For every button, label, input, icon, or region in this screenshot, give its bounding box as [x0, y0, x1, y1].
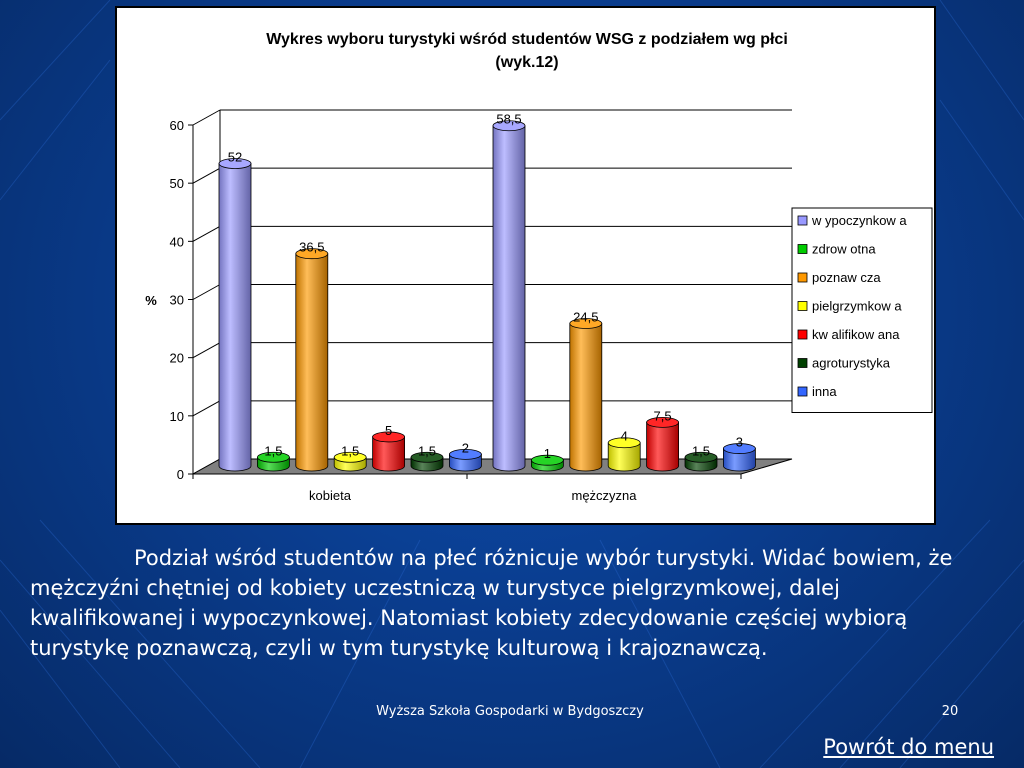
- chart-subtitle: (wyk.12): [495, 54, 559, 71]
- y-tick-label: 20: [169, 350, 184, 366]
- bar-chart: [117, 8, 934, 523]
- page-number: 20: [941, 704, 959, 719]
- bar-body: [219, 164, 251, 471]
- bar-body: [647, 422, 679, 471]
- y-tick-label: 10: [169, 408, 184, 424]
- bar-body: [296, 254, 328, 471]
- gridline-diagonal: [193, 343, 220, 358]
- y-tick-label: 50: [169, 176, 184, 192]
- y-tick-label: 30: [169, 292, 184, 308]
- legend-swatch: [798, 216, 807, 225]
- chart-title: Wykres wyboru turystyki wśród studentów WSG z podziałem wg płci: [266, 31, 788, 48]
- legend-swatch: [798, 245, 807, 254]
- legend-swatch: [798, 387, 807, 396]
- legend-label: zdrow otna: [812, 241, 876, 257]
- data-label: 58,5: [496, 111, 522, 127]
- legend-label: kw alifikow ana: [812, 327, 900, 342]
- description-paragraph: Podział wśród studentów na płeć różnicuje wybór turystyki. Widać bowiem, że mężczyźni chętniej od kobiety uczestniczą w turystyce pielgrzymkowej, dalej kwalifikowanej i wypoczynkowej. Natomiast kobiety zdecydowanie częściej wybiorą turystykę poznawczą, czyli w tym turystykę kulturową i krajoznawczą.: [30, 546, 953, 660]
- x-tick-label: kobieta: [309, 488, 351, 503]
- gridline-diagonal: [193, 401, 220, 416]
- y-axis-label: %: [145, 293, 157, 308]
- data-label: 2: [461, 440, 470, 456]
- legend-label: agroturystyka: [812, 355, 891, 371]
- data-label: 1,5: [417, 443, 437, 459]
- data-label: 7,5: [653, 408, 672, 424]
- data-label: 4: [620, 428, 628, 444]
- legend-swatch: [798, 359, 807, 368]
- gridline-diagonal: [193, 226, 220, 241]
- bar: [570, 318, 602, 471]
- data-label: 52: [227, 149, 243, 165]
- data-label: 1,5: [341, 443, 360, 459]
- bar: [647, 417, 679, 471]
- legend-label: w ypoczynkow a: [812, 213, 907, 228]
- legend-swatch: [798, 330, 807, 339]
- bar-body: [493, 126, 525, 471]
- bar-body: [570, 323, 602, 471]
- gridline-diagonal: [193, 168, 220, 183]
- legend-label: inna: [812, 384, 837, 399]
- data-label: 36,5: [299, 239, 325, 255]
- gridline-diagonal: [193, 110, 220, 125]
- y-tick-label: 0: [176, 467, 184, 482]
- data-label: 1: [543, 446, 552, 462]
- footer-institution: Wyższa Szkoła Gospodarki w Bydgoszczy: [376, 704, 644, 719]
- data-label: 3: [735, 434, 744, 450]
- bar: [219, 159, 251, 471]
- legend-swatch: [798, 302, 807, 311]
- data-label: 1,5: [264, 443, 283, 459]
- legend-swatch: [798, 273, 807, 282]
- y-tick-label: 40: [169, 234, 184, 250]
- legend-label: poznaw cza: [812, 270, 881, 285]
- gridline-diagonal: [193, 285, 220, 300]
- chart-frame: [115, 6, 936, 525]
- y-tick-label: 60: [169, 118, 184, 133]
- x-tick-label: mężczyzna: [571, 488, 637, 503]
- data-label: 5: [384, 422, 393, 438]
- bar: [296, 249, 328, 471]
- back-to-menu-link[interactable]: Powrót do menu: [823, 735, 994, 759]
- legend-label: pielgrzymkow a: [812, 298, 902, 314]
- data-label: 24,5: [573, 309, 599, 325]
- data-label: 1,5: [691, 443, 711, 459]
- bar: [493, 121, 525, 471]
